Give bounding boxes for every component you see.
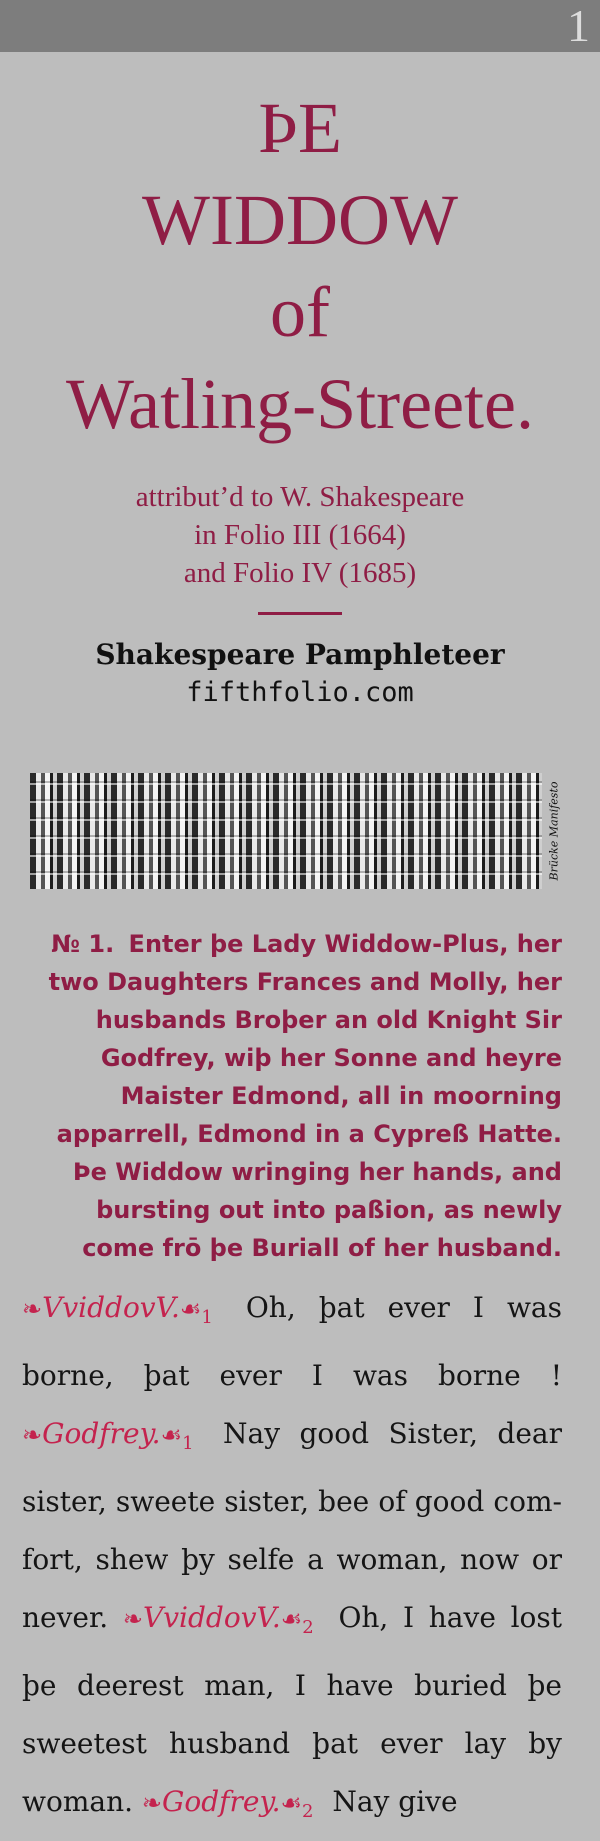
speaker-name: Godfrey. [42, 1417, 161, 1450]
banner-figure [30, 773, 561, 889]
fleuron-right-icon: ☙ [160, 1421, 183, 1449]
dialogue [0, 1279, 600, 1841]
stage-direction [0, 925, 600, 1267]
speech [141, 1785, 458, 1822]
fleuron-right-icon: ☙ [280, 1605, 303, 1633]
speech-index: 1 [182, 1433, 194, 1454]
title-line: WIDDOW [142, 180, 458, 260]
website-link[interactable]: fifthfolio.com [186, 677, 414, 708]
title-line: ÞE [257, 88, 343, 168]
speaker-name: VviddovV. [42, 1291, 180, 1324]
play-title [0, 82, 600, 450]
speaker-name: Godfrey. [162, 1785, 281, 1818]
title-line: Watling-Streete. [65, 364, 535, 444]
fleuron-left-icon: ❧ [122, 1605, 144, 1633]
fleuron-left-icon: ❧ [141, 1789, 163, 1817]
attribution-line: and Folio IV (1685) [183, 557, 417, 589]
publisher-name: Shakespeare Pamphleteer [95, 638, 505, 671]
scene-number: № 1. [51, 930, 115, 958]
attribution-line: attribut’d to W. Shakespeare [135, 481, 465, 513]
speech-text: Nay good Sister, dear sister, sweete sister, bee of good com-fort, shew þy selfe a woman, now or never. [22, 1417, 563, 1634]
speech-index: 2 [302, 1801, 314, 1822]
page-number: 1 [567, 0, 590, 51]
stage-direction-text: Enter þe Lady Widdow-Plus, her two Daughters Frances and Molly, her husbands Broþer an old Knight Sir Godfrey, wiþ her Sonne and heyre Maister Edmond, all in moorning apparrell, Edmond in a Cypreß Hatte. Þe Widdow wringing her hands, and bursting out into paßion, as newly come frō þe Buriall of her husband. [48, 930, 562, 1262]
banner-credit: Brücke Manifesto [547, 781, 561, 881]
fleuron-right-icon: ☙ [179, 1295, 202, 1323]
speech [22, 1291, 562, 1392]
speech-text: Oh, þat ever I was borne, þat ever I was borne ! [22, 1291, 562, 1392]
fleuron-left-icon: ❧ [22, 1295, 43, 1323]
speech-text: Nay give [332, 1785, 458, 1818]
speech-index: 2 [302, 1617, 314, 1638]
top-bar [0, 0, 600, 52]
attribution [0, 478, 600, 592]
fleuron-left-icon: ❧ [22, 1421, 43, 1449]
banner-image [30, 773, 542, 889]
title-line: of [270, 272, 330, 352]
speech-index: 1 [201, 1307, 213, 1328]
speaker-name: VviddovV. [143, 1601, 281, 1634]
divider-rule [258, 612, 342, 615]
attribution-line: in Folio III (1664) [194, 519, 406, 551]
fleuron-right-icon: ☙ [280, 1789, 303, 1817]
speech-text: Oh, I have lost þe deerest man, I have buried þe sweetest husband þat ever lay by woman. [22, 1601, 563, 1818]
